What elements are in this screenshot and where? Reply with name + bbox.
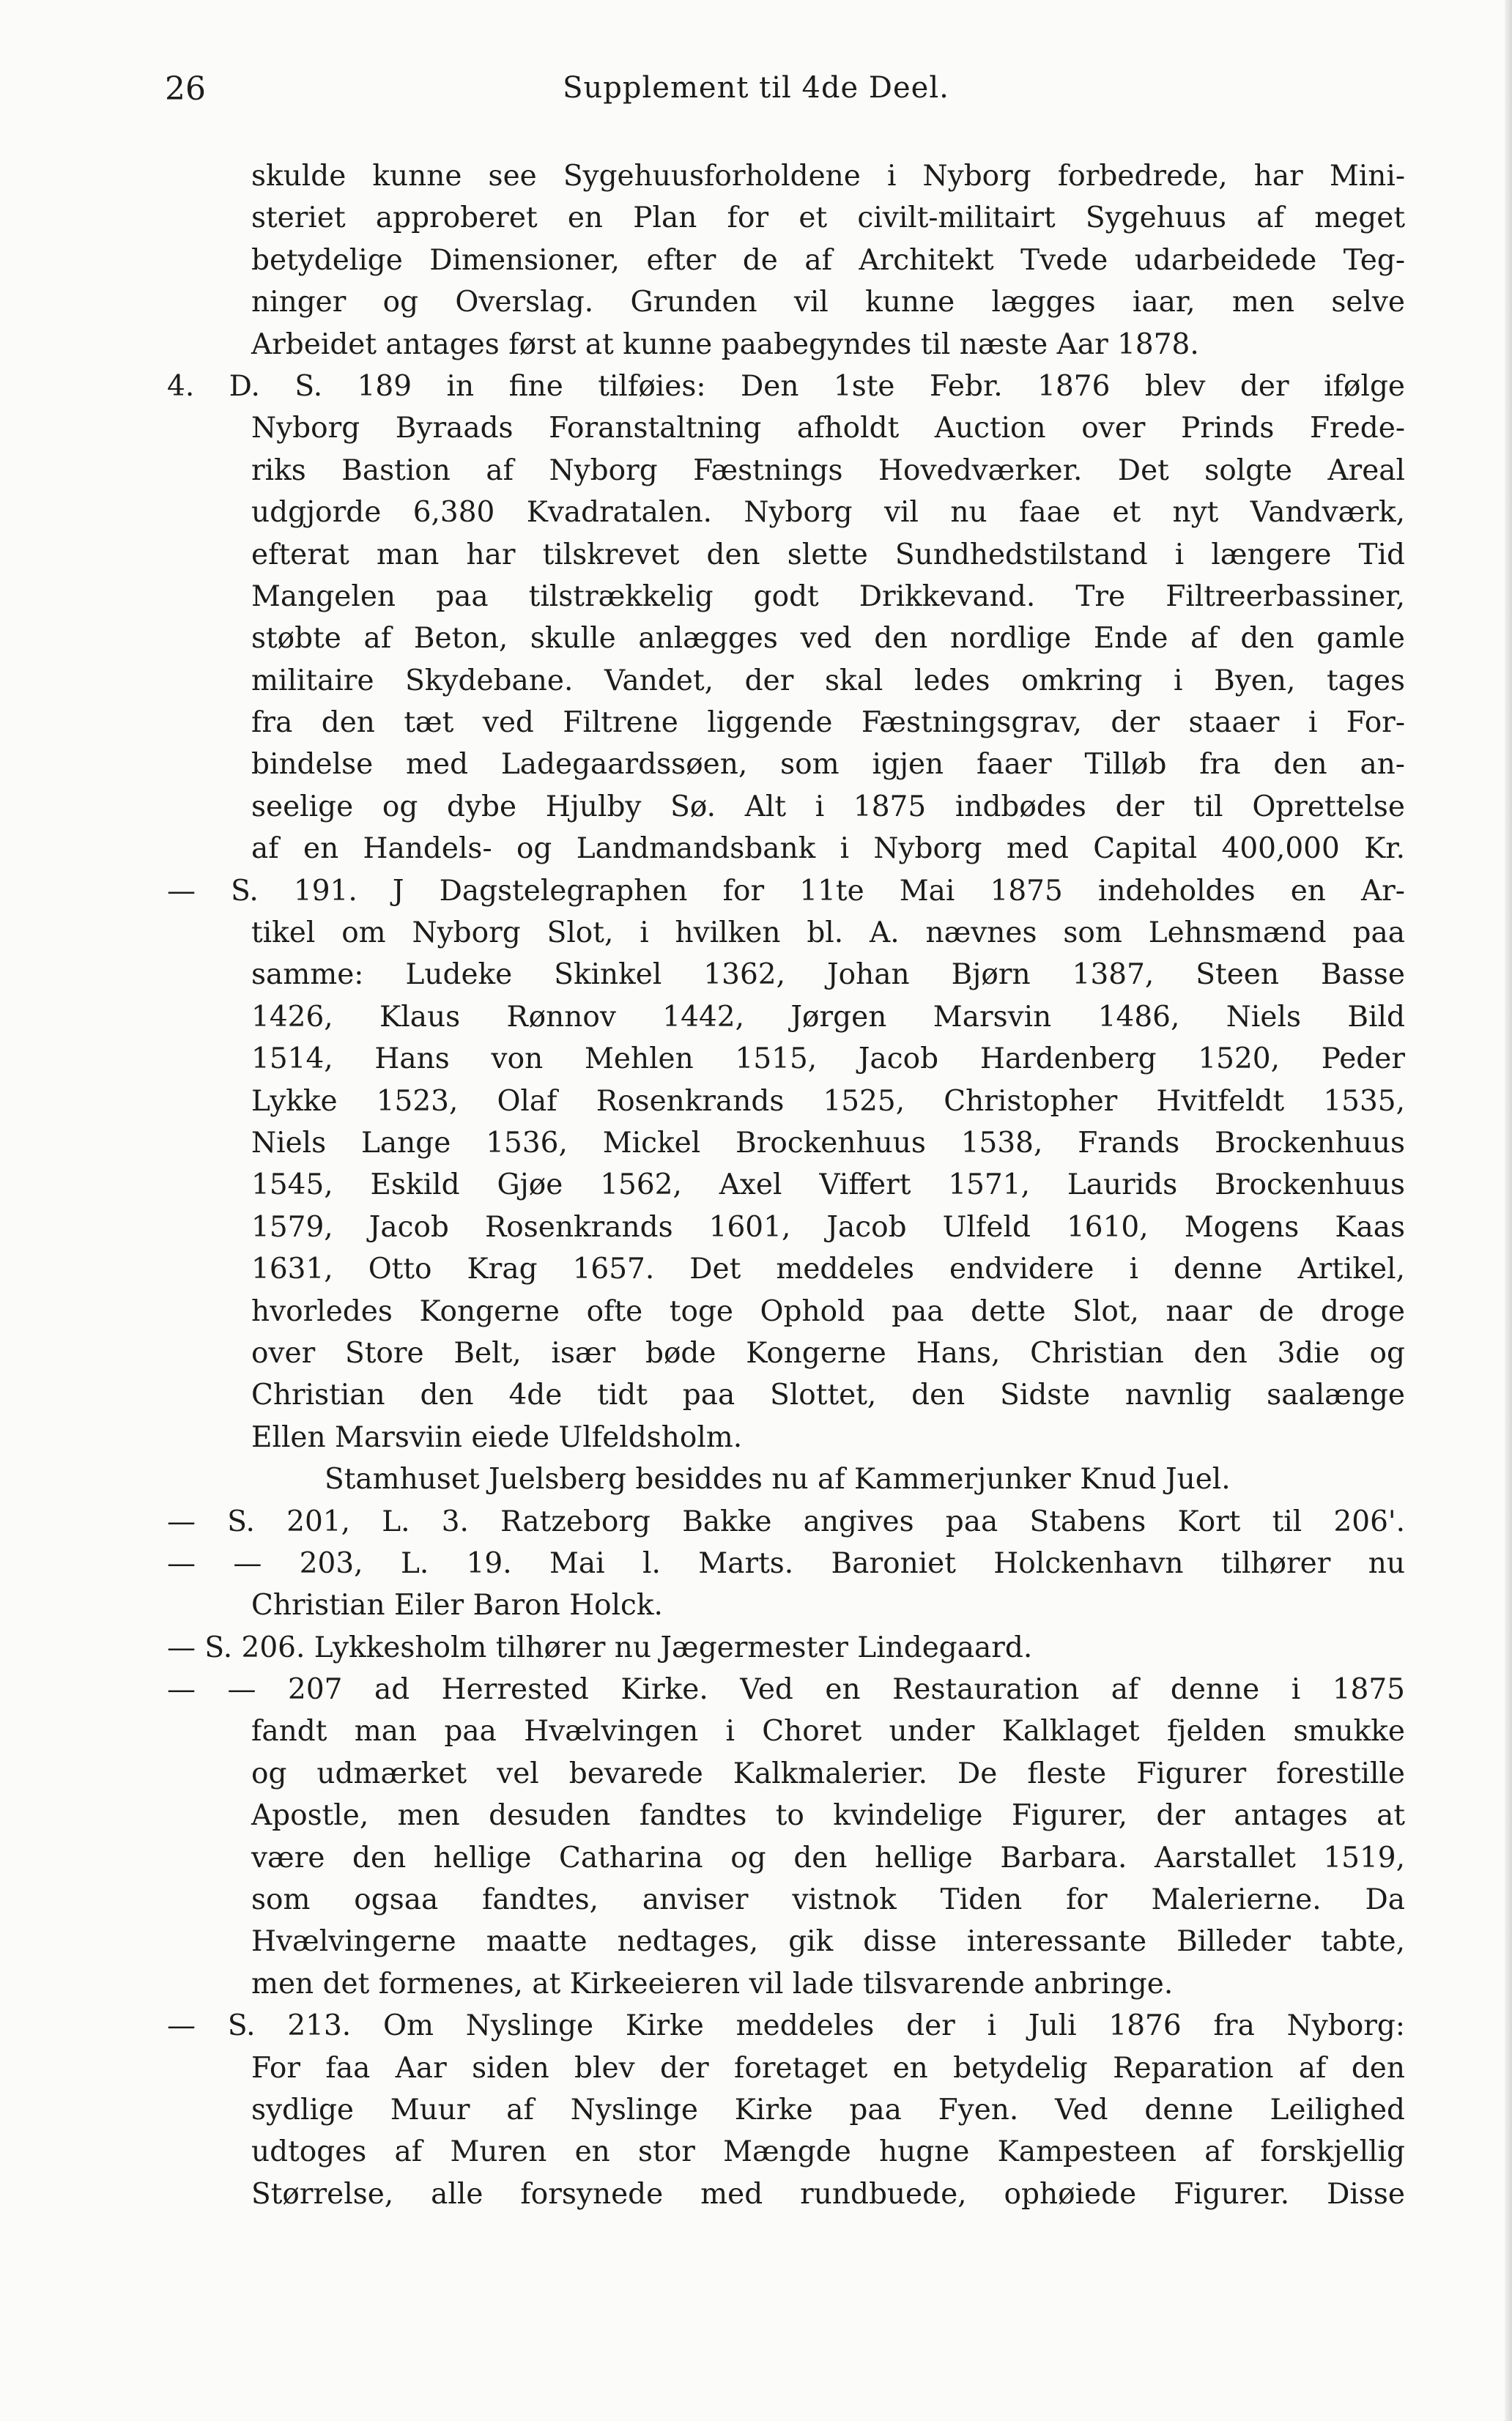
text-line: Christian Eiler Baron Holck.: [251, 1589, 663, 1623]
page-edge-shadow: [1505, 0, 1512, 2421]
text-line: ninger og Overslag. Grunden vil kunne lægges iaar, men selve: [251, 286, 1405, 319]
text-line: riks Bastion af Nyborg Fæstnings Hovedværker. Det solgte Areal: [251, 453, 1405, 487]
text-line: Apostle, men desuden fandtes to kvindelige Figurer, der antages at: [251, 1799, 1405, 1833]
text-line: sydlige Muur af Nyslinge Kirke paa Fyen. Ved denne Leilighed: [251, 2093, 1405, 2127]
text-line: over Store Belt, især bøde Kongerne Hans, Christian den 3die og: [251, 1336, 1405, 1370]
text-line: For faa Aar siden blev der foretaget en betydelig Reparation af den: [251, 2051, 1405, 2085]
text-line: Lykke 1523, Olaf Rosenkrands 1525, Christopher Hvitfeldt 1535,: [251, 1084, 1405, 1118]
text-line: 4. D. S. 189 in fine tilføies: Den 1ste Febr. 1876 blev der ifølge: [167, 369, 1405, 403]
text-line: fandt man paa Hvælvingen i Choret under Kalklaget fjelden smukke: [251, 1715, 1405, 1749]
text-line: støbte af Beton, skulle anlægges ved den nordlige Ende af den gamle: [251, 622, 1405, 656]
text-line: — S. 206. Lykkesholm tilhører nu Jægermester Lindegaard.: [167, 1631, 1033, 1664]
body-text: [167, 155, 1405, 2215]
text-line: — — 207 ad Herrested Kirke. Ved en Restauration af denne i 1875: [167, 1673, 1405, 1707]
text-line: betydelige Dimensioner, efter de af Architekt Tvede udarbeidede Teg-: [251, 243, 1405, 277]
text-line: udtoges af Muren en stor Mængde hugne Kampesteen af forskjellig: [251, 2135, 1405, 2169]
text-line: 1631, Otto Krag 1657. Det meddeles endvidere i denne Artikel,: [251, 1253, 1405, 1286]
text-line: som ogsaa fandtes, anviser vistnok Tiden for Malerierne. Da: [251, 1883, 1405, 1917]
text-line: steriet approberet en Plan for et civilt-militairt Sygehuus af meget: [251, 201, 1405, 235]
text-line: — S. 213. Om Nyslinge Kirke meddeles der i Juli 1876 fra Nyborg:: [167, 2009, 1405, 2043]
text-line: 1545, Eskild Gjøe 1562, Axel Viffert 1571, Laurids Brockenhuus: [251, 1168, 1405, 1202]
text-line: 1514, Hans von Mehlen 1515, Jacob Hardenberg 1520, Peder: [251, 1042, 1405, 1076]
text-line: være den hellige Catharina og den hellige Barbara. Aarstallet 1519,: [251, 1841, 1405, 1875]
text-line: 1426, Klaus Rønnov 1442, Jørgen Marsvin 1486, Niels Bild: [251, 1000, 1405, 1034]
text-line: samme: Ludeke Skinkel 1362, Johan Bjørn 1387, Steen Basse: [251, 958, 1405, 992]
text-line: Arbeidet antages først at kunne paabegyndes til næste Aar 1878.: [251, 327, 1199, 361]
text-line: Christian den 4de tidt paa Slottet, den Sidste navnlig saalænge: [251, 1379, 1405, 1412]
text-line: militaire Skydebane. Vandet, der skal ledes omkring i Byen, tages: [251, 664, 1405, 697]
text-line: — S. 201, L. 3. Ratzeborg Bakke angives paa Stabens Kort til 206'.: [167, 1505, 1405, 1538]
text-line: Mangelen paa tilstrækkelig godt Drikkevand. Tre Filtreerbassiner,: [251, 579, 1405, 613]
text-line: men det formenes, at Kirkeeieren vil lade tilsvarende anbringe.: [251, 1967, 1174, 2001]
text-line: — S. 191. J Dagstelegraphen for 11te Mai 1875 indeholdes en Ar-: [167, 874, 1405, 908]
text-line: Nyborg Byraads Foranstaltning afholdt Auction over Prinds Frede-: [251, 412, 1405, 445]
text-line: Hvælvingerne maatte nedtages, gik disse interessante Billeder tabte,: [251, 1925, 1405, 1959]
text-line: Størrelse, alle forsynede med rundbuede, ophøiede Figurer. Disse: [251, 2177, 1405, 2211]
text-line: bindelse med Ladegaardssøen, som igjen faaer Tilløb fra den an-: [251, 748, 1405, 782]
text-line: hvorledes Kongerne ofte toge Ophold paa dette Slot, naar de droge: [251, 1294, 1405, 1328]
text-line: fra den tæt ved Filtrene liggende Fæstningsgrav, der staaer i For-: [251, 706, 1405, 740]
text-line: — — 203, L. 19. Mai l. Marts. Baroniet Holckenhavn tilhører nu: [167, 1546, 1405, 1580]
running-header: Supplement til 4de Deel.: [563, 71, 949, 105]
text-line: og udmærket vel bevarede Kalkmalerier. De fleste Figurer forestille: [251, 1757, 1405, 1790]
text-line: efterat man har tilskrevet den slette Sundhedstilstand i længere Tid: [251, 538, 1405, 571]
text-line: Niels Lange 1536, Mickel Brockenhuus 1538, Frands Brockenhuus: [251, 1126, 1405, 1160]
text-line: af en Handels- og Landmandsbank i Nyborg med Capital 400,000 Kr.: [251, 832, 1405, 866]
page-number: 26: [165, 70, 206, 108]
text-line: Ellen Marsviin eiede Ulfeldsholm.: [251, 1420, 743, 1454]
text-line: udgjorde 6,380 Kvadratalen. Nyborg vil nu faae et nyt Vandværk,: [251, 496, 1405, 530]
text-line: 1579, Jacob Rosenkrands 1601, Jacob Ulfeld 1610, Mogens Kaas: [251, 1210, 1405, 1244]
text-line: tikel om Nyborg Slot, i hvilken bl. A. nævnes som Lehnsmænd paa: [251, 916, 1405, 950]
text-line: seelige og dybe Hjulby Sø. Alt i 1875 indbødes der til Oprettelse: [251, 790, 1405, 823]
text-line: skulde kunne see Sygehuusforholdene i Nyborg forbedrede, har Mini-: [251, 160, 1405, 193]
text-line: Stamhuset Juelsberg besiddes nu af Kammerjunker Knud Juel.: [325, 1463, 1231, 1497]
